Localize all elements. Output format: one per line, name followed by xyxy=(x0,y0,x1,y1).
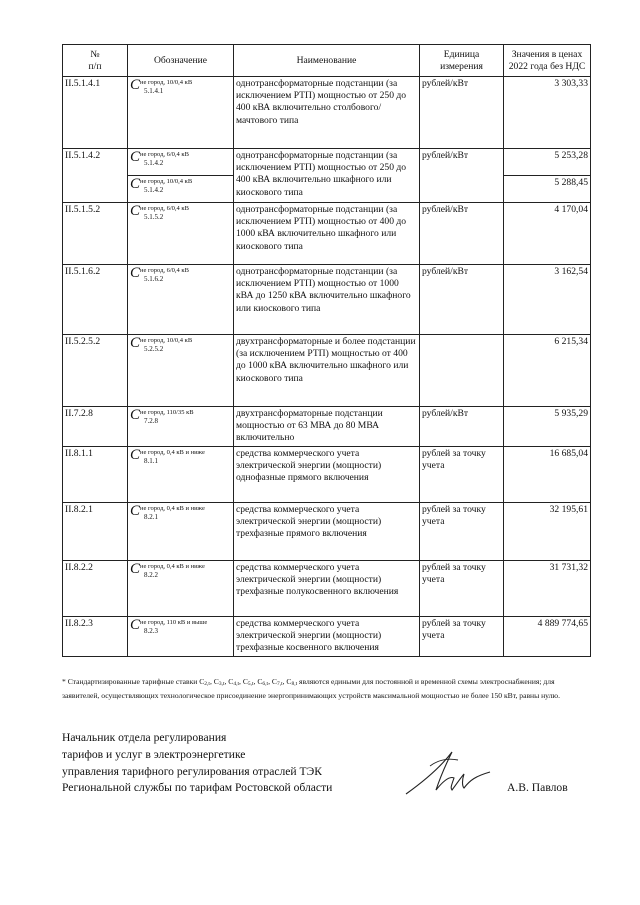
code-index: 8.1.1 xyxy=(144,456,158,465)
code-qualifier: не город, 10/0,4 кВ xyxy=(140,178,193,185)
row-unit: рублей/кВт xyxy=(420,77,504,149)
row-value: 3 162,54 xyxy=(504,265,591,335)
table-row xyxy=(63,335,591,407)
code-qualifier: не город, 0,4 кВ и ниже xyxy=(140,504,205,512)
header-value: Значения в ценах 2022 года без НДС xyxy=(504,45,591,77)
code-qualifier: не город, 110/35 кВ xyxy=(140,409,194,416)
table-row xyxy=(63,502,591,560)
code-qualifier: не город, 6/0,4 кВ xyxy=(140,205,189,212)
table-row xyxy=(63,560,591,616)
tariff-code: $C^{не город, 110 кВ и выше}$ 8.2.3 xyxy=(128,616,234,656)
table-row xyxy=(63,77,591,149)
code-index: 5.1.4.2 xyxy=(144,186,164,194)
code-index: 8.2.1 xyxy=(144,512,158,521)
row-number: II.8.2.3 xyxy=(63,616,128,656)
row-value: 6 215,34 xyxy=(504,335,591,407)
signatory-name: А.В. Павлов xyxy=(507,781,568,794)
header-designation: Обозначение xyxy=(128,45,234,77)
footnote-subscript: 4,t xyxy=(233,681,240,687)
row-value: 31 731,32 xyxy=(504,560,591,616)
row-value: 32 195,61 xyxy=(504,502,591,560)
tariff-code: $C^{не город, 110/35 кВ}$ 7.2.8 xyxy=(128,407,234,447)
row-description: однотрансформаторные подстанции (за исключением РТП) мощностью от 1000 кВА до 1250 кВА включительно шкафного или киоскового типа xyxy=(234,265,420,335)
code-qualifier: не город, 10/0,4 кВ xyxy=(140,337,193,344)
tariff-code: $C^{не город, 10/0,4 кВ}$ 5.2.5.2 xyxy=(128,335,234,407)
row-description: средства коммерческого учета электрической энергии (мощности) однофазные прямого включения xyxy=(234,446,420,502)
tariff-code: $C^{не город, 0,4 кВ и ниже}$ 8.2.1 xyxy=(128,502,234,560)
row-value: 16 685,04 xyxy=(504,446,591,502)
signature-title-line-2: тарифов и услуг в электроэнергетике xyxy=(62,747,246,761)
code-index: 5.1.5.2 xyxy=(144,213,164,221)
row-description: однотрансформаторные подстанции (за исключением РТП) мощностью от 250 до 400 кВА включительно шкафного или киоскового типа xyxy=(234,149,420,203)
row-number: II.7.2.8 xyxy=(63,407,128,447)
row-value: 3 303,33 xyxy=(504,77,591,149)
header-name: Наименование xyxy=(234,45,420,77)
footnote-subscript: 6,t xyxy=(262,681,269,687)
header-unit: Единица измерения xyxy=(420,45,504,77)
signature-title-line-4: Региональной службы по тарифам Ростовской области xyxy=(62,781,333,795)
tariff-table xyxy=(62,44,591,657)
row-unit: рублей/кВт xyxy=(420,203,504,265)
row-unit: рублей/кВт xyxy=(420,265,504,335)
code-index: 5.1.6.2 xyxy=(144,275,164,283)
row-unit: рублей/кВт xyxy=(420,149,504,203)
table-header-row xyxy=(63,45,591,77)
footnote-subscript: 7,t xyxy=(276,681,283,687)
row-value: 5 935,29 xyxy=(504,407,591,447)
row-unit: рублей за точку учета xyxy=(420,502,504,560)
row-description: средства коммерческого учета электрической энергии (мощности) трехфазные полукосвенного включения xyxy=(234,560,420,616)
table-row xyxy=(63,407,591,447)
row-number: II.8.2.1 xyxy=(63,502,128,560)
code-index: 8.2.3 xyxy=(144,626,158,635)
table-row xyxy=(63,203,591,265)
footnote-tail: являются едиными для постоянной и временной схемы электроснабжения; для заявителей, осуществляющих технологическое присоединение энергопринимающих устройств максимальной мощностью не более 150 кВт, равны нулю. xyxy=(62,677,560,701)
tariff-code: $C^{не город, 0,4 кВ и ниже}$ 8.2.2 xyxy=(128,560,234,616)
row-value: 5 288,45 xyxy=(504,176,591,203)
table-row xyxy=(63,265,591,335)
row-value: 4 170,04 xyxy=(504,203,591,265)
row-value: 5 253,28 xyxy=(504,149,591,176)
row-unit: рублей за точку учета xyxy=(420,616,504,656)
row-unit: рублей за точку учета xyxy=(420,446,504,502)
table-row xyxy=(63,616,591,656)
row-description: однотрансформаторные подстанции (за исключением РТП) мощностью от 400 до 1000 кВА включительно шкафного или киоскового типа xyxy=(234,203,420,265)
code-index: 5.1.4.1 xyxy=(144,87,164,95)
footnote xyxy=(62,676,590,703)
footnote-lead: * Стандартизированные тарифные ставки C xyxy=(62,677,205,686)
table-body xyxy=(63,77,591,657)
row-unit xyxy=(420,335,504,407)
tariff-code: $C^{не город, 10/0,4 кВ}$ 5.1.4.1 xyxy=(128,77,234,149)
row-value: 4 889 774,65 xyxy=(504,616,591,656)
footnote-subscript: 8,t xyxy=(291,681,298,687)
signature-title-line-3: управления тарифного регулирования отраслей ТЭК xyxy=(62,764,322,778)
row-description: двухтрансформаторные подстанции мощностью от 63 МВА до 80 МВА включительно xyxy=(234,407,420,447)
row-description: однотрансформаторные подстанции (за исключением РТП) мощностью от 250 до 400 кВА включительно столбового/мачтового типа xyxy=(234,77,420,149)
footnote-subscript: 5,t xyxy=(247,681,254,687)
code-qualifier: не город, 10/0,4 кВ xyxy=(140,79,193,86)
signature-block xyxy=(62,730,332,797)
row-number: II.8.1.1 xyxy=(63,446,128,502)
tariff-code: $C^{не город, 0,4 кВ и ниже}$ 8.1.1 xyxy=(128,446,234,502)
row-number: II.8.2.2 xyxy=(63,560,128,616)
code-index: 5.1.4.2 xyxy=(144,159,164,167)
signature-title-line-1: Начальник отдела регулирования xyxy=(62,731,227,744)
code-index: 8.2.2 xyxy=(144,570,158,579)
header-num: № п/п xyxy=(63,45,128,77)
row-number: II.5.1.6.2 xyxy=(63,265,128,335)
code-qualifier: не город, 0,4 кВ и ниже xyxy=(140,448,205,456)
tariff-code: $C^{не город, 10/0,4 кВ}$ 5.1.4.2 xyxy=(128,176,234,203)
row-description: двухтрансформаторные и более подстанции (за исключением РТП) мощностью от 400 до 1000 кВА включительно шкафного или киоскового типа xyxy=(234,335,420,407)
code-qualifier: не город, 6/0,4 кВ xyxy=(140,267,189,274)
row-number: II.5.1.4.2 xyxy=(63,149,128,203)
footnote-subscripts: 2,t, C3,t, C4,t, C5,t, C6,t, C7,t, C8,t xyxy=(204,677,298,687)
code-qualifier: не город, 0,4 кВ и ниже xyxy=(140,562,205,570)
footnote-subscript: 2,t xyxy=(204,681,210,687)
row-number: II.5.1.5.2 xyxy=(63,203,128,265)
table-row xyxy=(63,446,591,502)
code-index: 5.2.5.2 xyxy=(144,345,164,353)
table-row xyxy=(63,149,591,176)
row-number: II.5.2.5.2 xyxy=(63,335,128,407)
tariff-code: $C^{не город, 6/0,4 кВ}$ 5.1.4.2 xyxy=(128,149,234,176)
row-unit: рублей за точку учета xyxy=(420,560,504,616)
row-description: средства коммерческого учета электрической энергии (мощности) трехфазные косвенного включения xyxy=(234,616,420,656)
tariff-code: $C^{не город, 6/0,4 кВ}$ 5.1.6.2 xyxy=(128,265,234,335)
row-number: II.5.1.4.1 xyxy=(63,77,128,149)
code-index: 7.2.8 xyxy=(144,417,158,425)
handwritten-signature xyxy=(400,746,495,801)
row-unit: рублей/кВт xyxy=(420,407,504,447)
code-qualifier: не город, 110 кВ и выше xyxy=(140,618,208,626)
code-qualifier: не город, 6/0,4 кВ xyxy=(140,151,189,158)
row-description: средства коммерческого учета электрической энергии (мощности) трехфазные прямого включения xyxy=(234,502,420,560)
footnote-subscript: 3,t xyxy=(218,681,225,687)
tariff-code: $C^{не город, 6/0,4 кВ}$ 5.1.5.2 xyxy=(128,203,234,265)
